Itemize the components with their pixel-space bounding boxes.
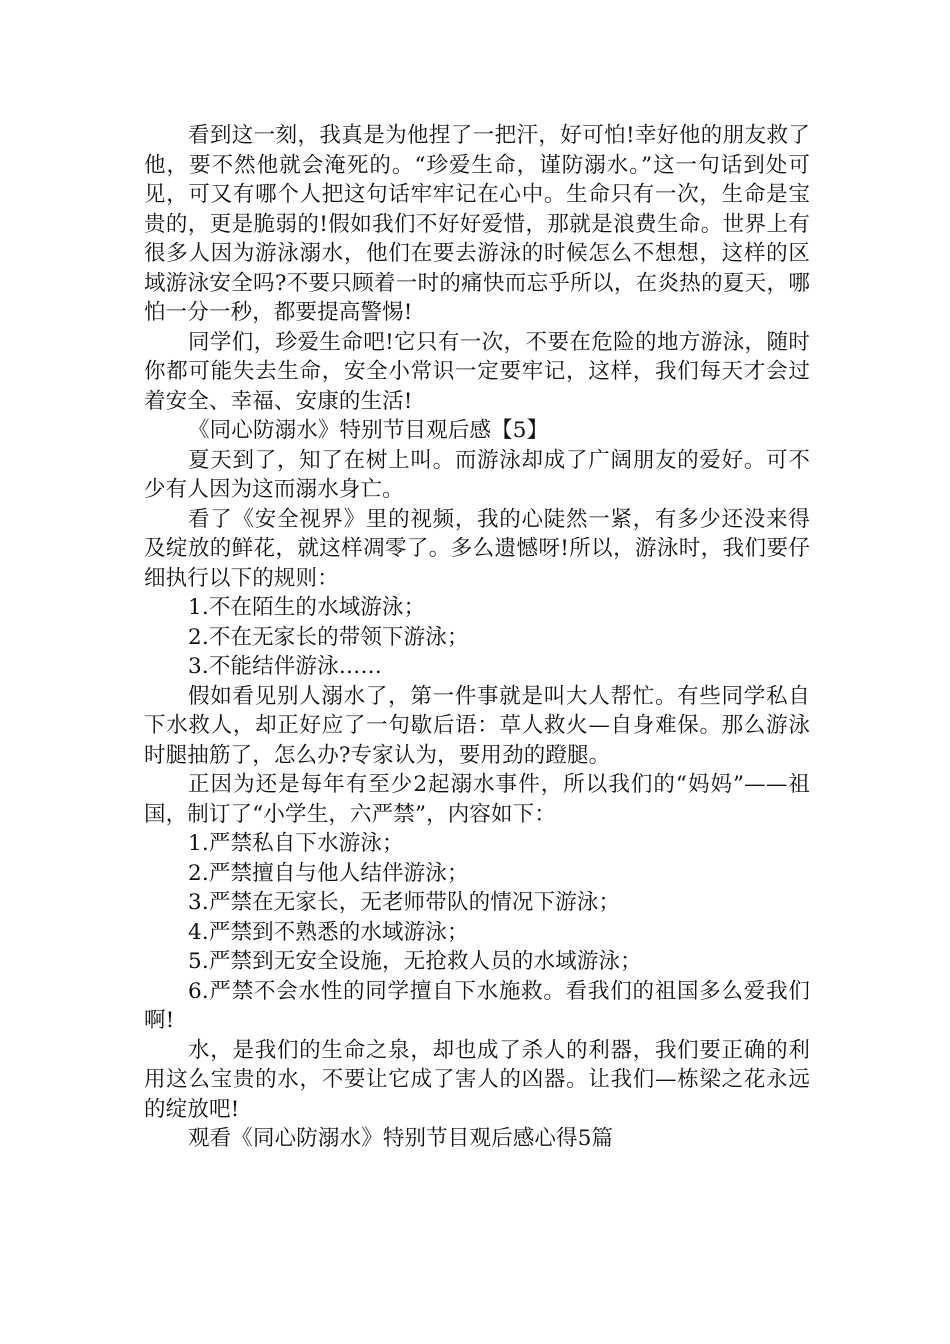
document-body — [144, 121, 810, 1154]
paragraph-1: 看到这一刻，我真是为他捏了一把汗，好可怕!幸好他的朋友救了他，要不然他就会淹死的。“珍爱生命，谨防溺水。”这一句话到处可见，可又有哪个人把这句话牢牢记在心中。生命只有一次，生命是宝贵的，更是脆弱的!假如我们不好好爱惜，那就是浪费生命。世界上有很多人因为游泳溺水，他们在要去游泳的时候怎么不想想，这样的区域游泳安全吗?不要只顾着一时的痛快而忘乎所以，在炎热的夏天，哪怕一分一秒，都要提高警惕! — [144, 123, 810, 325]
prohibition-item-1: 1.严禁私自下水游泳； — [188, 831, 404, 856]
paragraph-3: 夏天到了，知了在树上叫。而游泳却成了广阔朋友的爱好。可不少有人因为这而溺水身亡。 — [144, 447, 810, 502]
closing-title: 观看《同心防溺水》特别节目观后感心得5篇 — [188, 1126, 614, 1151]
prohibition-item-4: 4.严禁到不熟悉的水域游泳； — [188, 919, 469, 945]
prohibition-item-6: 6.严禁不会水性的同学擅自下水施救。看我们的祖国多么爱我们啊! — [144, 978, 810, 1033]
rule-item-1: 1.不在陌生的水域游泳； — [188, 595, 426, 620]
paragraph-2: 同学们，珍爱生命吧!它只有一次，不要在危险的地方游泳，随时你都可能失去生命，安全小常识一定要牢记，这样，我们每天才会过着安全、幸福、安康的生活! — [144, 329, 810, 414]
paragraph-5: 假如看见别人溺水了，第一件事就是叫大人帮忙。有些同学私自下水救人，却正好应了一句歇后语：草人救火—自身难保。那么游泳时腿抽筋了，怎么办?专家认为，要用劲的蹬腿。 — [144, 683, 810, 768]
rule-item-2: 2.不在无家长的带领下游泳； — [188, 624, 469, 650]
prohibition-item-5: 5.严禁到无安全设施，无抢救人员的水域游泳； — [188, 949, 642, 974]
paragraph-7: 水，是我们的生命之泉，却也成了杀人的利器，我们要正确的利用这么宝贵的水，不要让它成了害人的凶器。让我们—栋梁之花永远的绽放吧! — [144, 1037, 810, 1122]
rule-item-3: 3.不能结伴游泳…… — [188, 654, 383, 679]
prohibition-item-2: 2.严禁擅自与他人结伴游泳； — [188, 860, 469, 886]
prohibition-item-3: 3.严禁在无家长，无老师带队的情况下游泳； — [188, 890, 621, 915]
paragraph-6: 正因为还是每年有至少2起溺水事件，所以我们的“妈妈”——祖国，制订了“小学生，六严禁”，内容如下： — [144, 772, 810, 827]
section-heading: 《同心防溺水》特别节目观后感【5】 — [188, 418, 549, 443]
paragraph-4: 看了《安全视界》里的视频，我的心陡然一紧，有多少还没来得及绽放的鲜花，就这样凋零了。多么遗憾呀!所以，游泳时，我们要仔细执行以下的规则： — [144, 506, 810, 591]
